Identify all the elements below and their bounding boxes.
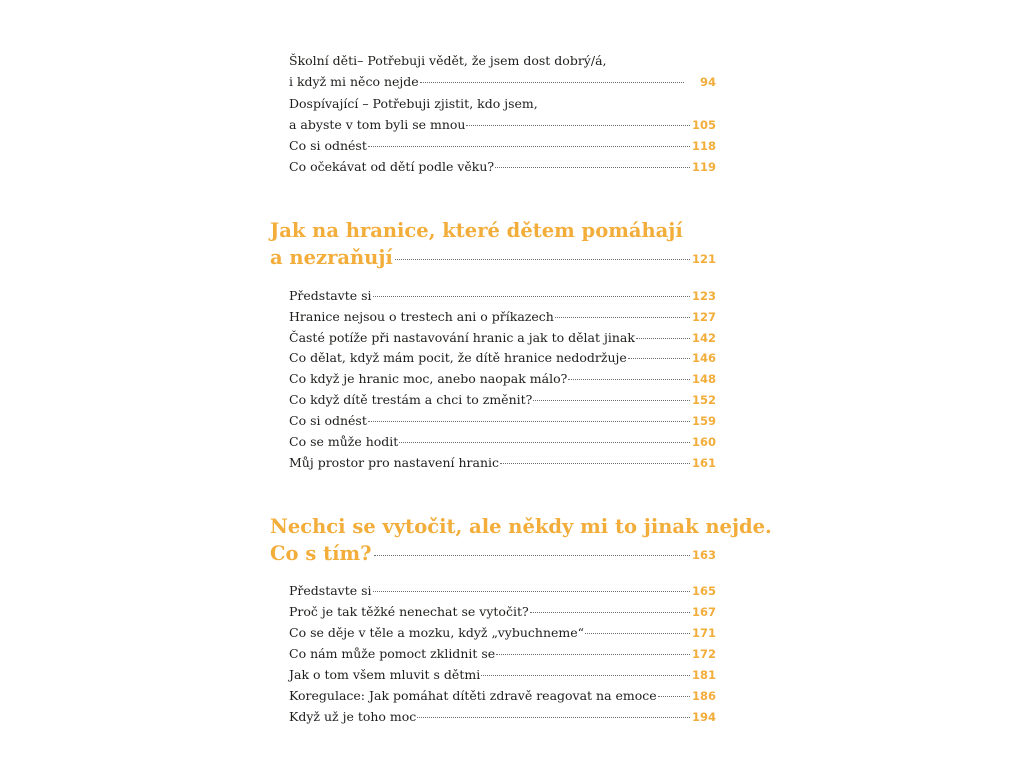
dot-leader (368, 420, 690, 422)
toc-entry[interactable] (289, 327, 716, 348)
toc-entry[interactable] (289, 643, 716, 664)
dot-leader (568, 378, 690, 380)
toc-entry[interactable] (289, 664, 716, 685)
toc-entry-text: a abyste v tom byli se mnou (289, 117, 466, 132)
dot-leader (373, 295, 690, 297)
toc-entry-text: Co očekávat od dětí podle věku? (289, 159, 495, 174)
toc-entry-text: Co když dítě trestám a chci to změnit? (289, 392, 533, 407)
chapter-heading-anger[interactable] (270, 513, 772, 567)
dot-leader (417, 716, 690, 718)
toc-page-number: 171 (691, 626, 716, 640)
toc-page-number: 148 (691, 372, 716, 386)
toc-entry-text: Co si odnést (289, 413, 367, 428)
dot-leader (500, 462, 690, 464)
toc-entry-text: Když už je toho moc (289, 709, 417, 724)
toc-entry[interactable] (289, 135, 716, 156)
toc-entry[interactable] (289, 368, 716, 389)
dot-leader (373, 590, 690, 592)
dot-leader (496, 653, 690, 655)
chapter-title-line1: Jak na hranice, které dětem pomáhají (270, 219, 683, 242)
toc-entry-text: Koregulace: Jak pomáhat dítěti zdravě reagovat na emoce (289, 688, 657, 703)
toc-page-number: 186 (691, 689, 716, 703)
dot-leader (495, 166, 690, 168)
chapter-title-line1: Nechci se vytočit, ale někdy mi to jinak nejde. (270, 515, 772, 538)
toc-page-number: 142 (691, 331, 716, 345)
toc-entry-text: Můj prostor pro nastavení hranic (289, 455, 499, 470)
toc-entry[interactable] (289, 306, 716, 327)
toc-entry[interactable] (289, 706, 716, 727)
dot-leader (374, 554, 690, 556)
toc-entry-adolescents[interactable] (289, 93, 716, 135)
toc-entry-text: Co nám může pomoct zklidnit se (289, 646, 496, 661)
toc-page-number: 152 (691, 393, 716, 407)
dot-leader (481, 674, 690, 676)
toc-entry-text: Co se může hodit (289, 434, 399, 449)
toc-entry-text: Jak o tom všem mluvit s dětmi (289, 667, 481, 682)
dot-leader (555, 316, 690, 318)
chapter-title-line2: Co s tím? (270, 542, 372, 565)
toc-entry-text: Co se děje v těle a mozku, když „vybuchneme“ (289, 625, 585, 640)
toc-entry[interactable] (289, 601, 716, 622)
dot-leader (368, 145, 690, 147)
toc-entry-school-children[interactable] (289, 50, 716, 92)
toc-entry[interactable] (289, 452, 716, 473)
chapter-heading-boundaries[interactable] (270, 217, 716, 271)
toc-entry[interactable] (289, 389, 716, 410)
chapter-title-line2: a nezraňují (270, 246, 393, 269)
toc-entry-text: Co když je hranic moc, anebo naopak málo? (289, 371, 568, 386)
toc-entry-text-line1: Školní děti– Potřebuji vědět, že jsem dost dobrý/á, (289, 53, 607, 68)
dot-leader (585, 632, 690, 634)
toc-page-number: 159 (691, 414, 716, 428)
toc-page-number: 118 (691, 139, 716, 153)
toc-entry-text: Co si odnést (289, 138, 367, 153)
toc-entry-text: Představte si (289, 288, 372, 303)
toc-page-number: 146 (691, 351, 716, 365)
toc-entry[interactable] (289, 580, 716, 601)
dot-leader (533, 399, 690, 401)
dot-leader (395, 258, 690, 260)
chapter-page-number: 121 (691, 252, 716, 266)
toc-entry[interactable] (289, 156, 716, 177)
toc-entry[interactable] (289, 685, 716, 706)
dot-leader (636, 337, 690, 339)
toc-page-number: 172 (691, 647, 716, 661)
toc-entry[interactable] (289, 285, 716, 306)
toc-entry[interactable] (289, 347, 716, 368)
toc-page-number: 194 (691, 710, 716, 724)
toc-entry-text: Proč je tak těžké nenechat se vytočit? (289, 604, 529, 619)
toc-page-number: 167 (691, 605, 716, 619)
dot-leader (628, 357, 690, 359)
toc-page-number: 127 (691, 310, 716, 324)
toc-page-number: 181 (691, 668, 716, 682)
toc-entry[interactable] (289, 410, 716, 431)
toc-page-number: 105 (691, 118, 716, 132)
toc-entry[interactable] (289, 622, 716, 643)
dot-leader (399, 441, 690, 443)
toc-page-number: 165 (691, 584, 716, 598)
toc-entry-text: Hranice nejsou o trestech ani o příkazech (289, 309, 554, 324)
toc-entry-text-line1: Dospívající – Potřebuji zjistit, kdo jsem, (289, 96, 538, 111)
toc-entry-text: Co dělat, když mám pocit, že dítě hranice nedodržuje (289, 350, 627, 365)
dot-leader (420, 81, 684, 83)
toc-page-number: 161 (691, 456, 716, 470)
toc-entry-text: Představte si (289, 583, 372, 598)
toc-entry-text: i když mi něco nejde (289, 74, 419, 89)
toc-entry[interactable] (289, 431, 716, 452)
toc-page-number: 160 (691, 435, 716, 449)
dot-leader (466, 124, 690, 126)
toc-page-number: 94 (699, 75, 716, 89)
dot-leader (658, 695, 690, 697)
chapter-page-number: 163 (691, 548, 716, 562)
dot-leader (530, 611, 690, 613)
toc-page-number: 123 (691, 289, 716, 303)
toc-page-number: 119 (691, 160, 716, 174)
toc-entry-text: Časté potíže při nastavování hranic a jak to dělat jinak (289, 330, 635, 345)
